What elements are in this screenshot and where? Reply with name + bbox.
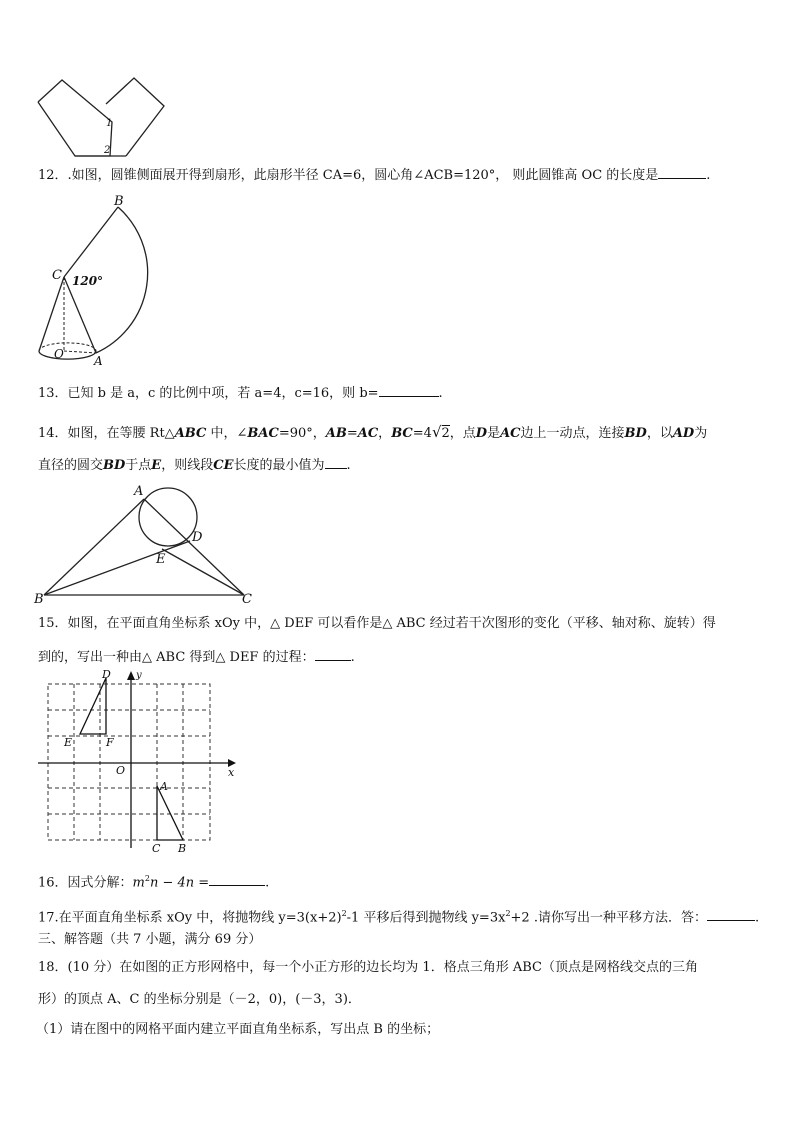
label-c: C: [52, 268, 62, 283]
q16-text: [38, 869, 269, 893]
q14-abc: ABC: [174, 426, 207, 441]
q17-sup1: 2: [341, 909, 347, 918]
q16-m: m: [132, 875, 145, 891]
q14-l1-a: 14．如图，在等腰 Rt△: [38, 426, 175, 441]
sector-arc: [96, 207, 148, 353]
base-front: [39, 351, 96, 359]
radius-oa: [64, 351, 96, 353]
label-a: A: [94, 354, 103, 368]
q14-l1-b: 中，∠: [206, 426, 248, 441]
label-c: C: [242, 592, 252, 607]
q14-bc: BC: [391, 426, 413, 441]
label-y: y: [136, 670, 142, 681]
side-ab: [44, 499, 144, 595]
q14-ab: AB: [325, 426, 347, 441]
q12-period: .: [706, 168, 711, 183]
q13-answer-blank[interactable]: [379, 396, 439, 397]
q14-ac2: AC: [500, 426, 521, 441]
q14-l2-d: 长度的最小值为: [233, 458, 325, 473]
grid-border: [48, 684, 210, 840]
triangle-figure: [34, 483, 264, 605]
triangle-abc: [157, 786, 183, 840]
left-shape: [38, 80, 112, 156]
top-figure: [30, 74, 170, 160]
q17-sup2: 2: [505, 909, 511, 918]
label-angle: 120°: [72, 274, 104, 288]
q14-ad: AD: [672, 426, 695, 441]
label-x: x: [228, 766, 235, 779]
radius-cb: [64, 207, 118, 277]
q15-answer-blank[interactable]: [315, 660, 351, 661]
cone-figure: [34, 193, 174, 368]
q14-line1: [38, 422, 707, 444]
label-a: A: [160, 780, 168, 793]
q16-period: .: [265, 875, 270, 891]
q15-period: .: [350, 650, 355, 665]
q16-answer-blank[interactable]: [209, 885, 265, 886]
q12-text: [38, 166, 710, 186]
label-a: A: [134, 484, 144, 499]
circle-ad: [139, 488, 197, 546]
q14-l2-a: 直径的圆交: [38, 458, 104, 473]
segment-bd: [44, 541, 190, 595]
q18-sub1: （1）请在图中的网格平面内建立平面直角坐标系，写出点 B 的坐标；: [36, 1022, 440, 1037]
q14-l1-c: =90°，: [278, 426, 326, 441]
q17-answer-blank[interactable]: [707, 920, 755, 921]
q14-l1-d: ，: [378, 426, 392, 441]
q14-ac: AC: [357, 426, 379, 441]
label-b: B: [114, 194, 124, 209]
q14-l1-g: 边上一动点，连接: [520, 426, 625, 441]
label-b: B: [178, 842, 187, 855]
q14-bac: BAC: [247, 426, 279, 441]
q14-l2-c: ，则线段: [161, 458, 214, 473]
q14-l1-f: 是: [487, 426, 501, 441]
q12-answer-blank[interactable]: [658, 178, 706, 179]
angle2-label: 2: [104, 145, 111, 156]
q16-expr: n − 4n =: [149, 875, 210, 891]
q14-d: D: [475, 426, 488, 441]
base-back: [39, 343, 96, 351]
grid-figure: [36, 668, 246, 858]
slant-right: [64, 277, 96, 353]
q16-stem: 16．因式分解：: [38, 875, 133, 891]
label-e: E: [156, 552, 166, 567]
q15-line2: [38, 648, 355, 668]
label-f: F: [106, 736, 114, 749]
q14-l2-b: 于点: [125, 458, 152, 473]
q14-l1-h: ，以: [646, 426, 673, 441]
slant-left: [39, 277, 64, 351]
q12-stem: 12．.如图，圆锥侧面展开得到扇形，此扇形半径 CA=6，圆心角∠ACB=120°， 则此圆锥高 OC 的长度是: [38, 168, 659, 183]
label-o: O: [116, 764, 126, 777]
q14-eq: =: [346, 426, 358, 441]
label-o: O: [54, 347, 64, 361]
q14-answer-blank[interactable]: [325, 468, 347, 469]
q14-l2-ce: CE: [213, 458, 234, 473]
q14-l1-i: 为: [694, 426, 708, 441]
q14-line2: [38, 456, 351, 476]
q14-bd: BD: [624, 426, 647, 441]
right-shape: [106, 78, 164, 156]
q18-line2: 形）的顶点 A、C 的坐标分别是（－2，0)，(－3，3)．: [38, 992, 361, 1007]
q14-l2-e: E: [151, 458, 162, 473]
q17-period: .: [754, 910, 760, 926]
q15-l2: 到的，写出一种由△ ABC 得到△ DEF 的过程：: [38, 650, 315, 665]
q16-exp: 2: [144, 874, 150, 883]
q14-eq2: =4: [412, 426, 432, 441]
q17-a: 17.在平面直角坐标系 xOy 中，将抛物线 y=3(x+2): [38, 910, 342, 926]
q13-text: [38, 384, 443, 404]
y-arrow: [127, 671, 135, 680]
q15-line1: 15．如图，在平面直角坐标系 xOy 中，△ DEF 可以看作是△ ABC 经过若干次图形的变化（平移、轴对称、旋转）得: [38, 616, 716, 631]
label-d: D: [192, 530, 203, 545]
q17-text: [38, 904, 759, 928]
dashed-grid: [48, 684, 210, 840]
q13-period: .: [438, 386, 443, 401]
label-b: B: [34, 592, 44, 607]
angle1-label: 1: [106, 118, 113, 129]
label-c: C: [152, 842, 161, 855]
q18-line1: 18．(10 分）在如图的正方形网格中，每一个小正方形的边长均为 1．格点三角形 ABC（顶点是网格线交点的三角: [38, 960, 698, 975]
q13-stem: 13．已知 b 是 a，c 的比例中项，若 a=4，c=16，则 b=: [38, 386, 379, 401]
q14-sqrt-val: 2: [441, 426, 450, 441]
q14-l1-e: ，点: [449, 426, 476, 441]
section-3-heading: 三、解答题（共 7 小题，满分 69 分）: [38, 932, 262, 947]
side-ac: [144, 499, 244, 595]
triangle-def: [80, 678, 106, 734]
label-d: D: [102, 668, 111, 681]
label-e: E: [64, 736, 73, 749]
q17-b: -1 平移后得到抛物线 y=3x: [346, 910, 506, 926]
sqrt-symbol: √: [431, 423, 442, 441]
q14-l2-bd: BD: [103, 458, 126, 473]
q14-period: .: [346, 458, 351, 473]
q17-c: +2 .请你写出一种平移方法．答：: [510, 910, 707, 926]
